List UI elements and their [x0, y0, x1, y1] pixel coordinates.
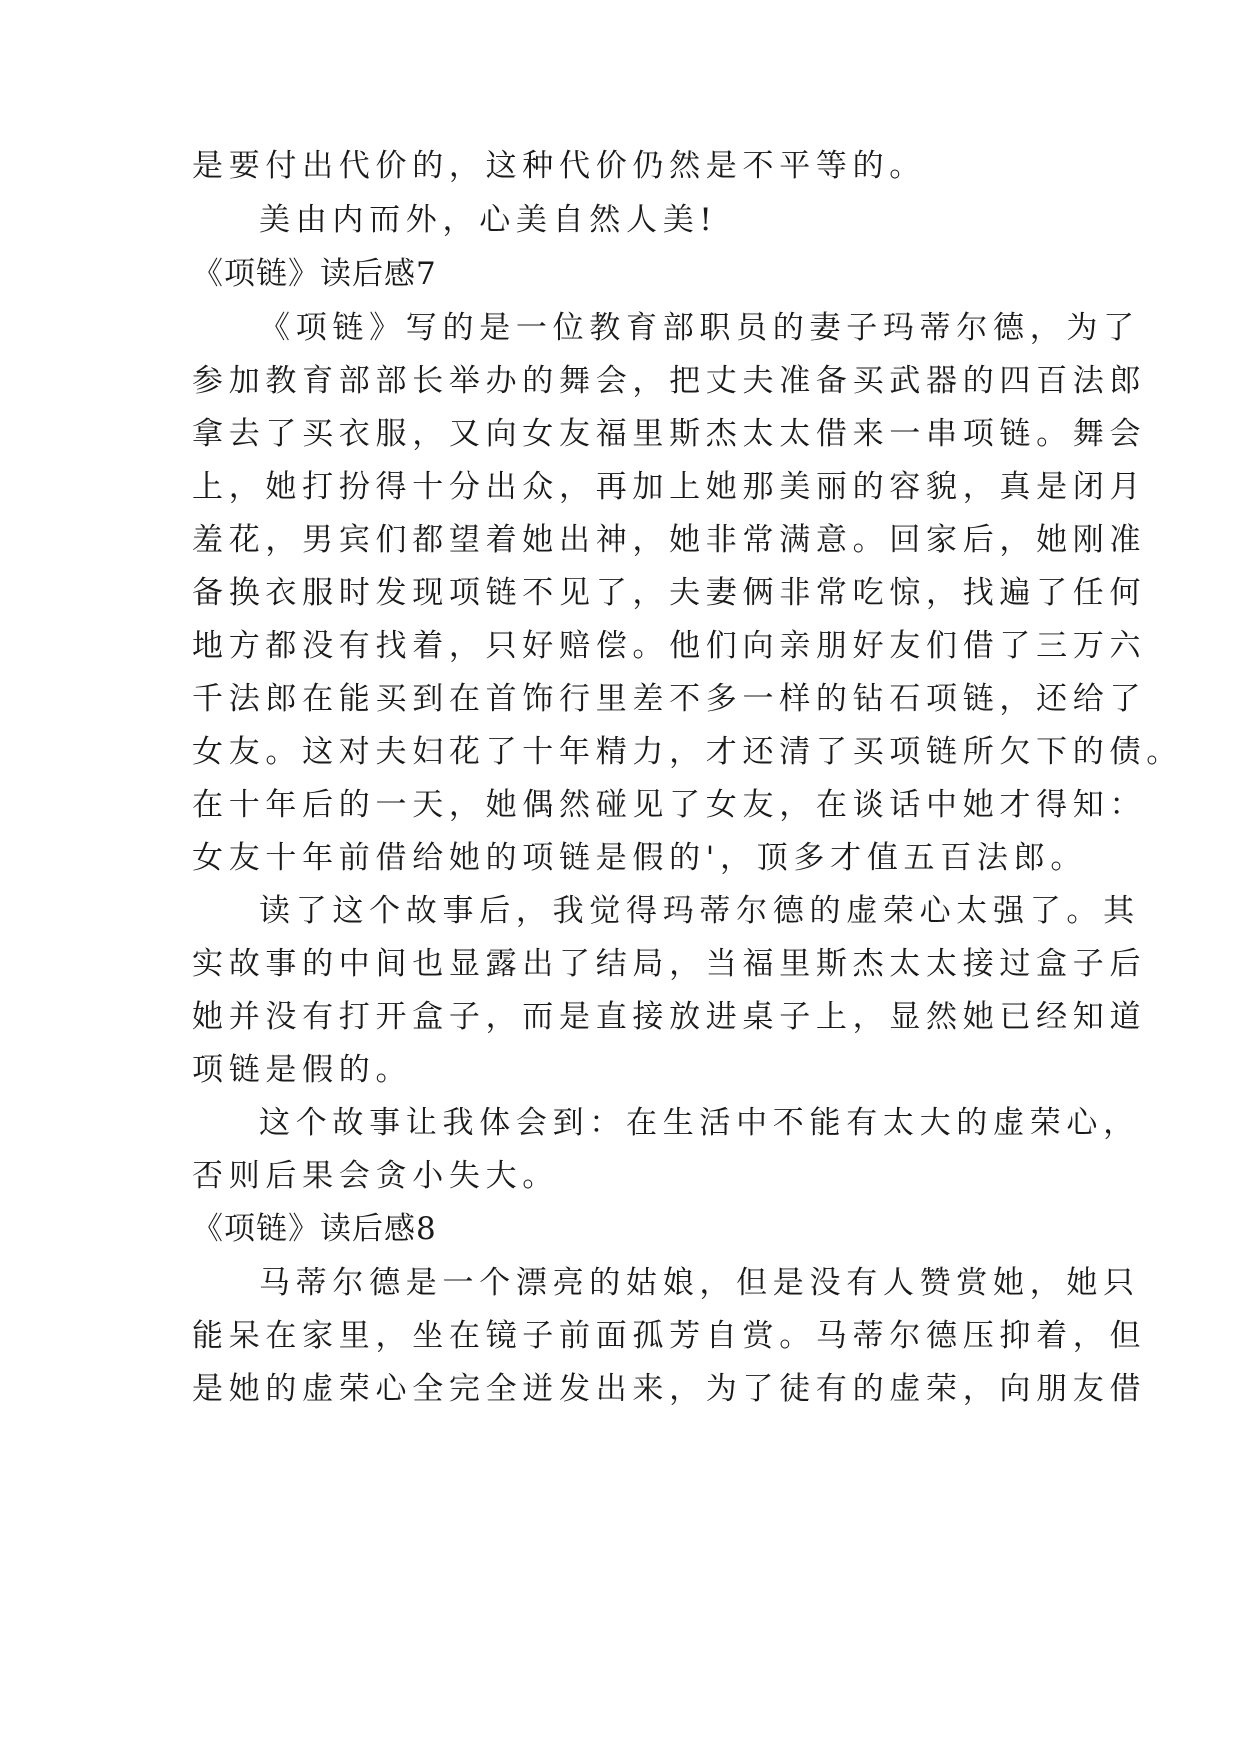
paragraph-line: 《项链》写的是一位教育部职员的妻子玛蒂尔德，为了	[259, 310, 1140, 346]
paragraph-line: 这个故事让我体会到：在生活中不能有太大的虚荣心，	[259, 1105, 1140, 1141]
paragraph-line: 读了这个故事后，我觉得玛蒂尔德的虚荣心太强了。其	[259, 893, 1140, 929]
paragraph-line: 否则后果会贪小失大。	[192, 1158, 559, 1194]
paragraph-line: 上，她打扮得十分出众，再加上她那美丽的容貌，真是闭月	[192, 469, 1147, 505]
paragraph-line: 是要付出代价的，这种代价仍然是不平等的。	[192, 148, 926, 184]
closing-line: 美由内而外，心美自然人美!	[259, 202, 718, 238]
paragraph-line: 是她的虚荣心全完全迸发出来，为了徒有的虚荣，向朋友借	[192, 1371, 1147, 1407]
paragraph-line: 在十年后的一天，她偶然碰见了女友，在谈话中她才得知：	[192, 787, 1147, 823]
paragraph-line: 女友十年前借给她的项链是假的'，顶多才值五百法郎。	[192, 840, 1088, 876]
paragraph-line: 实故事的中间也显露出了结局，当福里斯杰太太接过盒子后	[192, 946, 1147, 982]
paragraph-line: 地方都没有找着，只好赔偿。他们向亲朋好友们借了三万六	[192, 628, 1147, 664]
paragraph-line: 备换衣服时发现项链不见了，夫妻俩非常吃惊，找遍了任何	[192, 575, 1147, 611]
paragraph-line: 能呆在家里，坐在镜子前面孤芳自赏。马蒂尔德压抑着，但	[192, 1318, 1147, 1354]
paragraph-line: 千法郎在能买到在首饰行里差不多一样的钻石项链，还给了	[192, 681, 1147, 717]
paragraph-line: 项链是假的。	[192, 1052, 413, 1088]
paragraph-line: 参加教育部部长举办的舞会，把丈夫准备买武器的四百法郎	[192, 363, 1147, 399]
paragraph-line: 拿去了买衣服，又向女友福里斯杰太太借来一串项链。舞会	[192, 416, 1147, 452]
section-heading-8: 《项链》读后感8	[192, 1211, 437, 1247]
section-heading-7: 《项链》读后感7	[192, 256, 437, 292]
paragraph-line: 女友。这对夫妇花了十年精力，才还清了买项链所欠下的债。	[192, 734, 1183, 770]
paragraph-line: 马蒂尔德是一个漂亮的姑娘，但是没有人赞赏她，她只	[259, 1265, 1140, 1301]
paragraph-line: 羞花，男宾们都望着她出神，她非常满意。回家后，她刚准	[192, 522, 1147, 558]
paragraph-line: 她并没有打开盒子，而是直接放进桌子上，显然她已经知道	[192, 999, 1147, 1035]
